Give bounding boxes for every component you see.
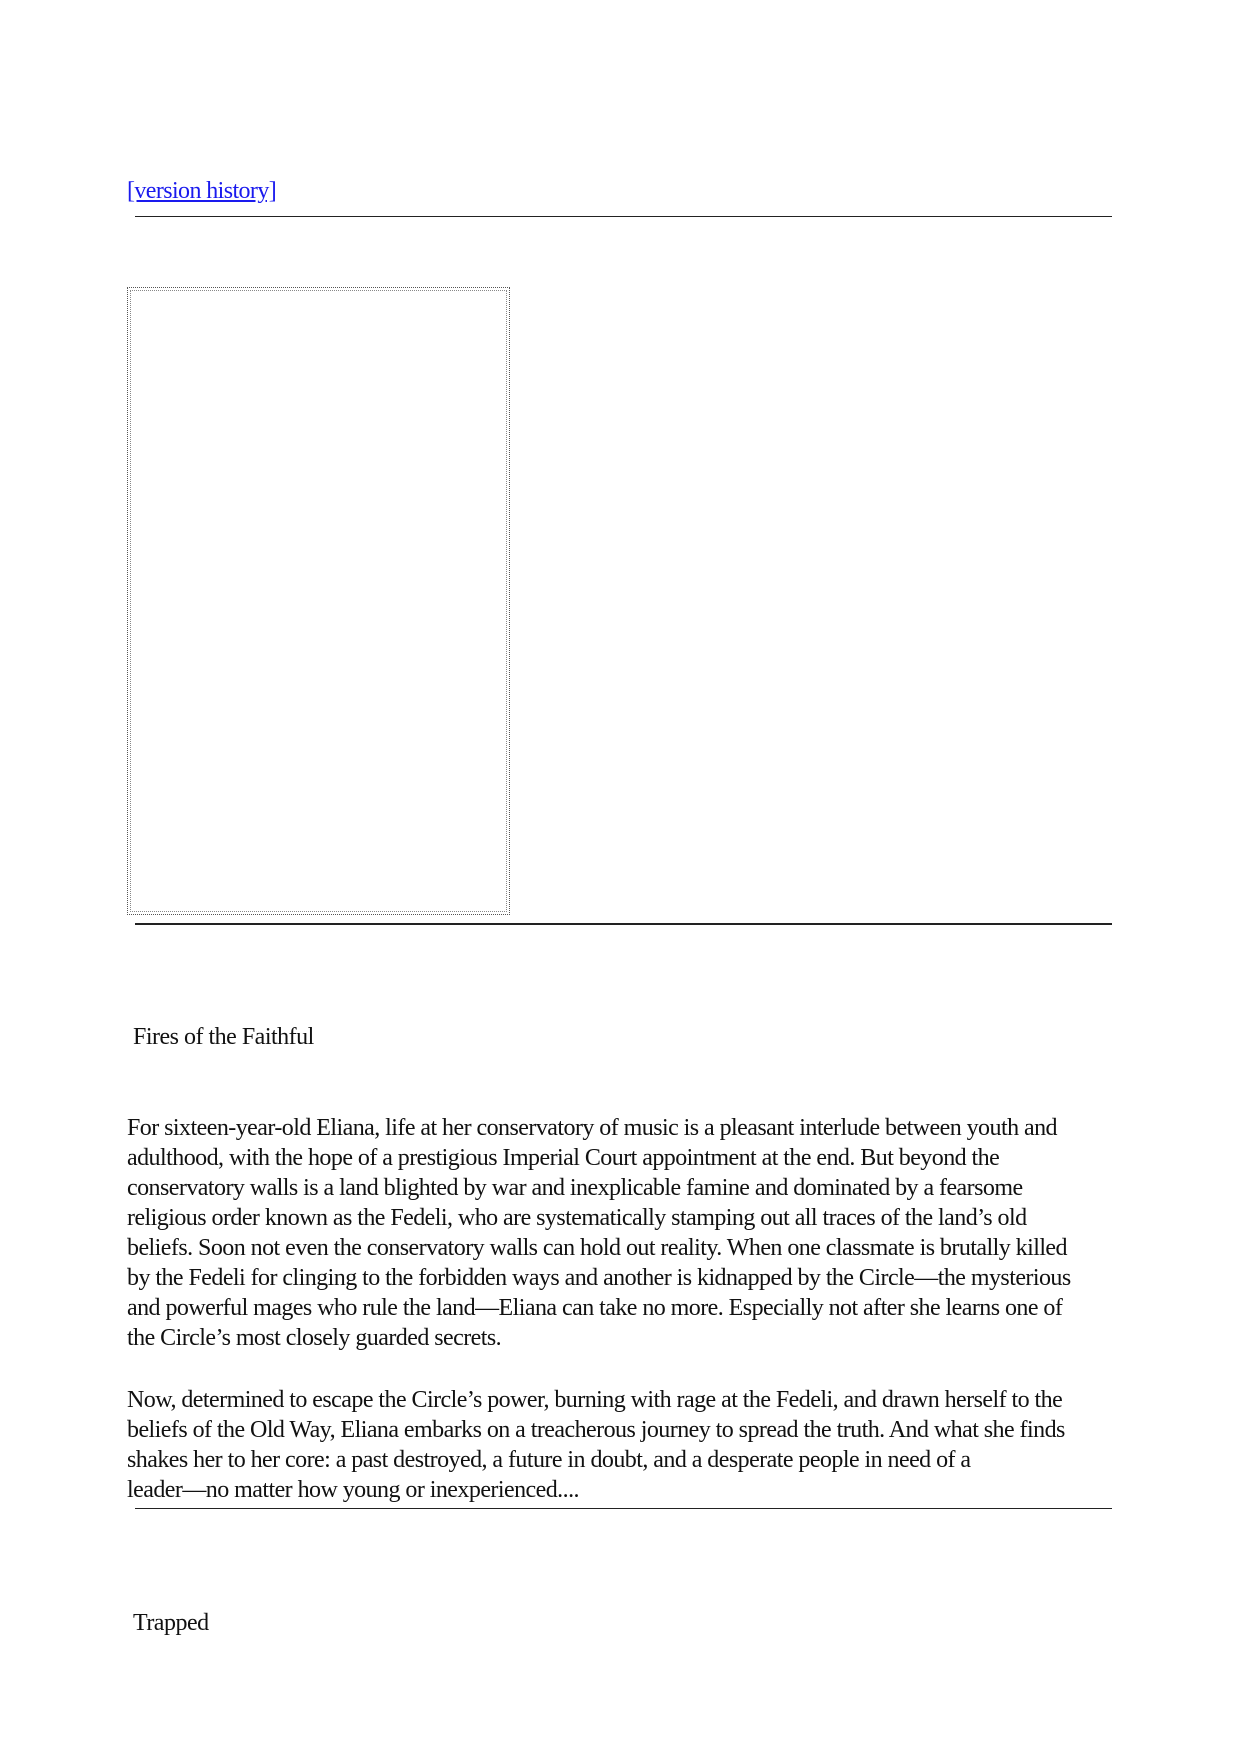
book-description-paragraph xyxy=(127,1113,1122,1353)
horizontal-rule xyxy=(135,1508,1112,1509)
text-line: conservatory walls is a land blighted by war and inexplicable famine and dominated by a fearsome xyxy=(127,1175,1023,1201)
text-line: leader—no matter how young or inexperienced.... xyxy=(127,1477,579,1503)
horizontal-rule xyxy=(135,216,1112,217)
text-line: adulthood, with the hope of a prestigious Imperial Court appointment at the end. But beyond the xyxy=(127,1145,1000,1171)
text-line: by the Fedeli for clinging to the forbidden ways and another is kidnapped by the Circle—the mysterious xyxy=(127,1265,1071,1291)
text-line: For sixteen-year-old Eliana, life at her conservatory of music is a pleasant interlude between youth and xyxy=(127,1115,1057,1141)
horizontal-rule xyxy=(135,923,1112,925)
book-cover-placeholder xyxy=(127,287,510,915)
text-line: and powerful mages who rule the land—Eliana can take no more. Especially not after she learns one of xyxy=(127,1295,1063,1321)
version-history-link[interactable]: [version history] xyxy=(127,178,277,204)
book-description-paragraph xyxy=(127,1385,1122,1505)
text-line: Now, determined to escape the Circle’s power, burning with rage at the Fedeli, and drawn herself to the xyxy=(127,1387,1063,1413)
book-title: Fires of the Faithful xyxy=(133,1024,314,1050)
text-line: beliefs. Soon not even the conservatory walls can hold out reality. When one classmate is brutally killed xyxy=(127,1235,1067,1261)
book-title: Trapped xyxy=(133,1610,209,1636)
text-line: the Circle’s most closely guarded secrets. xyxy=(127,1325,502,1351)
text-line: religious order known as the Fedeli, who are systematically stamping out all traces of the land’s old xyxy=(127,1205,1027,1231)
text-line: beliefs of the Old Way, Eliana embarks on a treacherous journey to spread the truth. And what she finds xyxy=(127,1417,1065,1443)
text-line: shakes her to her core: a past destroyed, a future in doubt, and a desperate people in need of a xyxy=(127,1447,971,1473)
